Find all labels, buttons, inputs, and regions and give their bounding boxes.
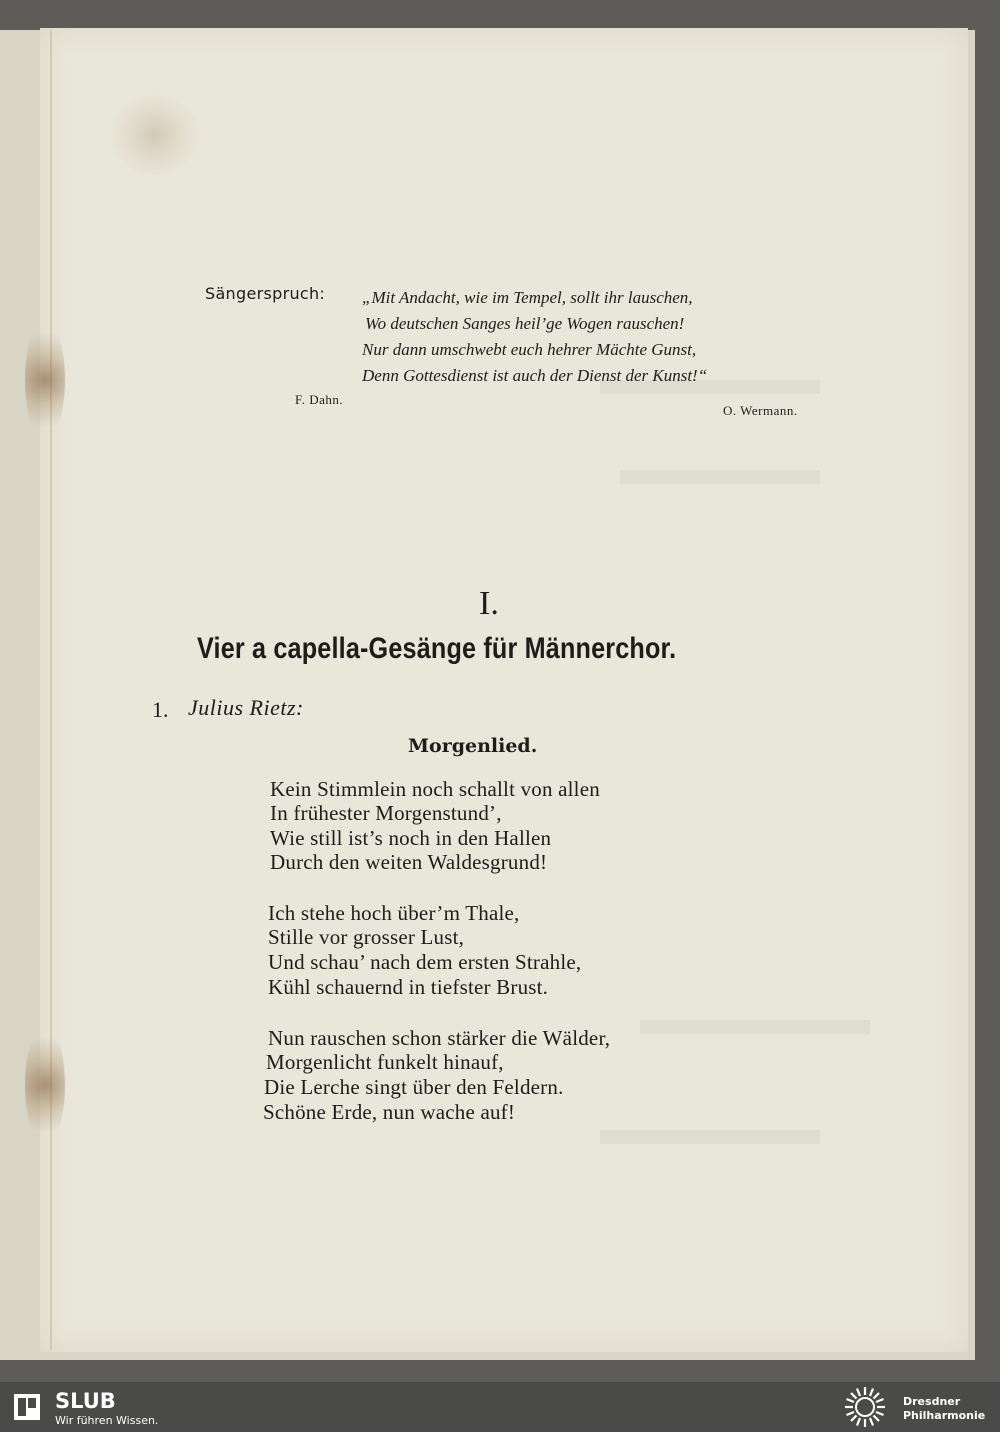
viewer-footer-bar	[0, 1382, 1000, 1432]
philharmonie-name-line1[interactable]: Dresdner	[903, 1395, 961, 1408]
show-through-texture	[640, 1020, 870, 1034]
verse-line: Kein Stimmlein noch schallt von allen	[270, 777, 600, 801]
motto-line: „Mit Andacht, wie im Tempel, sollt ihr lauschen,	[362, 288, 693, 307]
motto-author-right: O. Wermann.	[723, 403, 798, 418]
verse-line: Die Lerche singt über den Feldern.	[264, 1075, 564, 1099]
verse-line: Ich stehe hoch über’m Thale,	[268, 901, 520, 925]
verse-line: Durch den weiten Waldesgrund!	[270, 850, 548, 874]
slub-logo-icon[interactable]	[14, 1394, 40, 1420]
verse-line: Stille vor grosser Lust,	[268, 925, 465, 949]
document-page	[40, 28, 968, 1352]
composer-name: Julius Rietz:	[188, 695, 304, 720]
slub-name[interactable]: SLUB	[55, 1389, 116, 1413]
motto-line: Nur dann umschwebt euch hehrer Mächte Gunst,	[362, 340, 697, 359]
binding-stain	[25, 1025, 65, 1145]
show-through-texture	[600, 1130, 820, 1144]
motto-label: Sängerspruch:	[205, 284, 326, 303]
motto-line: Wo deutschen Sanges heil’ge Wogen rauschen!	[365, 314, 685, 333]
section-numeral: I.	[479, 585, 499, 622]
verse-line: Kühl schauernd in tiefster Brust.	[268, 975, 549, 999]
verse-line: Nun rauschen schon stärker die Wälder,	[268, 1026, 611, 1050]
philharmonie-logo-icon[interactable]	[843, 1385, 887, 1429]
item-number: 1.	[152, 697, 169, 722]
motto-line: Denn Gottesdienst ist auch der Dienst der Kunst!“	[362, 366, 708, 385]
show-through-texture	[620, 470, 820, 484]
page-stain	[110, 95, 200, 175]
verse-line: Und schau’ nach dem ersten Strahle,	[268, 950, 582, 974]
binding-fold	[50, 30, 52, 1350]
verse-line: Schöne Erde, nun wache auf!	[263, 1100, 516, 1124]
verse-line: In frühester Morgenstund’,	[270, 801, 502, 825]
slub-tagline: Wir führen Wissen.	[55, 1414, 159, 1427]
verse-line: Wie still ist’s noch in den Hallen	[270, 826, 552, 850]
binding-stain	[25, 320, 65, 440]
song-title: Morgenlied.	[408, 735, 538, 757]
philharmonie-name-line2[interactable]: Philharmonie	[903, 1409, 986, 1422]
section-title: Vier a capella-Gesänge für Männerchor.	[197, 632, 677, 665]
motto-author-left: F. Dahn.	[295, 392, 344, 407]
verse-line: Morgenlicht funkelt hinauf,	[266, 1050, 504, 1074]
